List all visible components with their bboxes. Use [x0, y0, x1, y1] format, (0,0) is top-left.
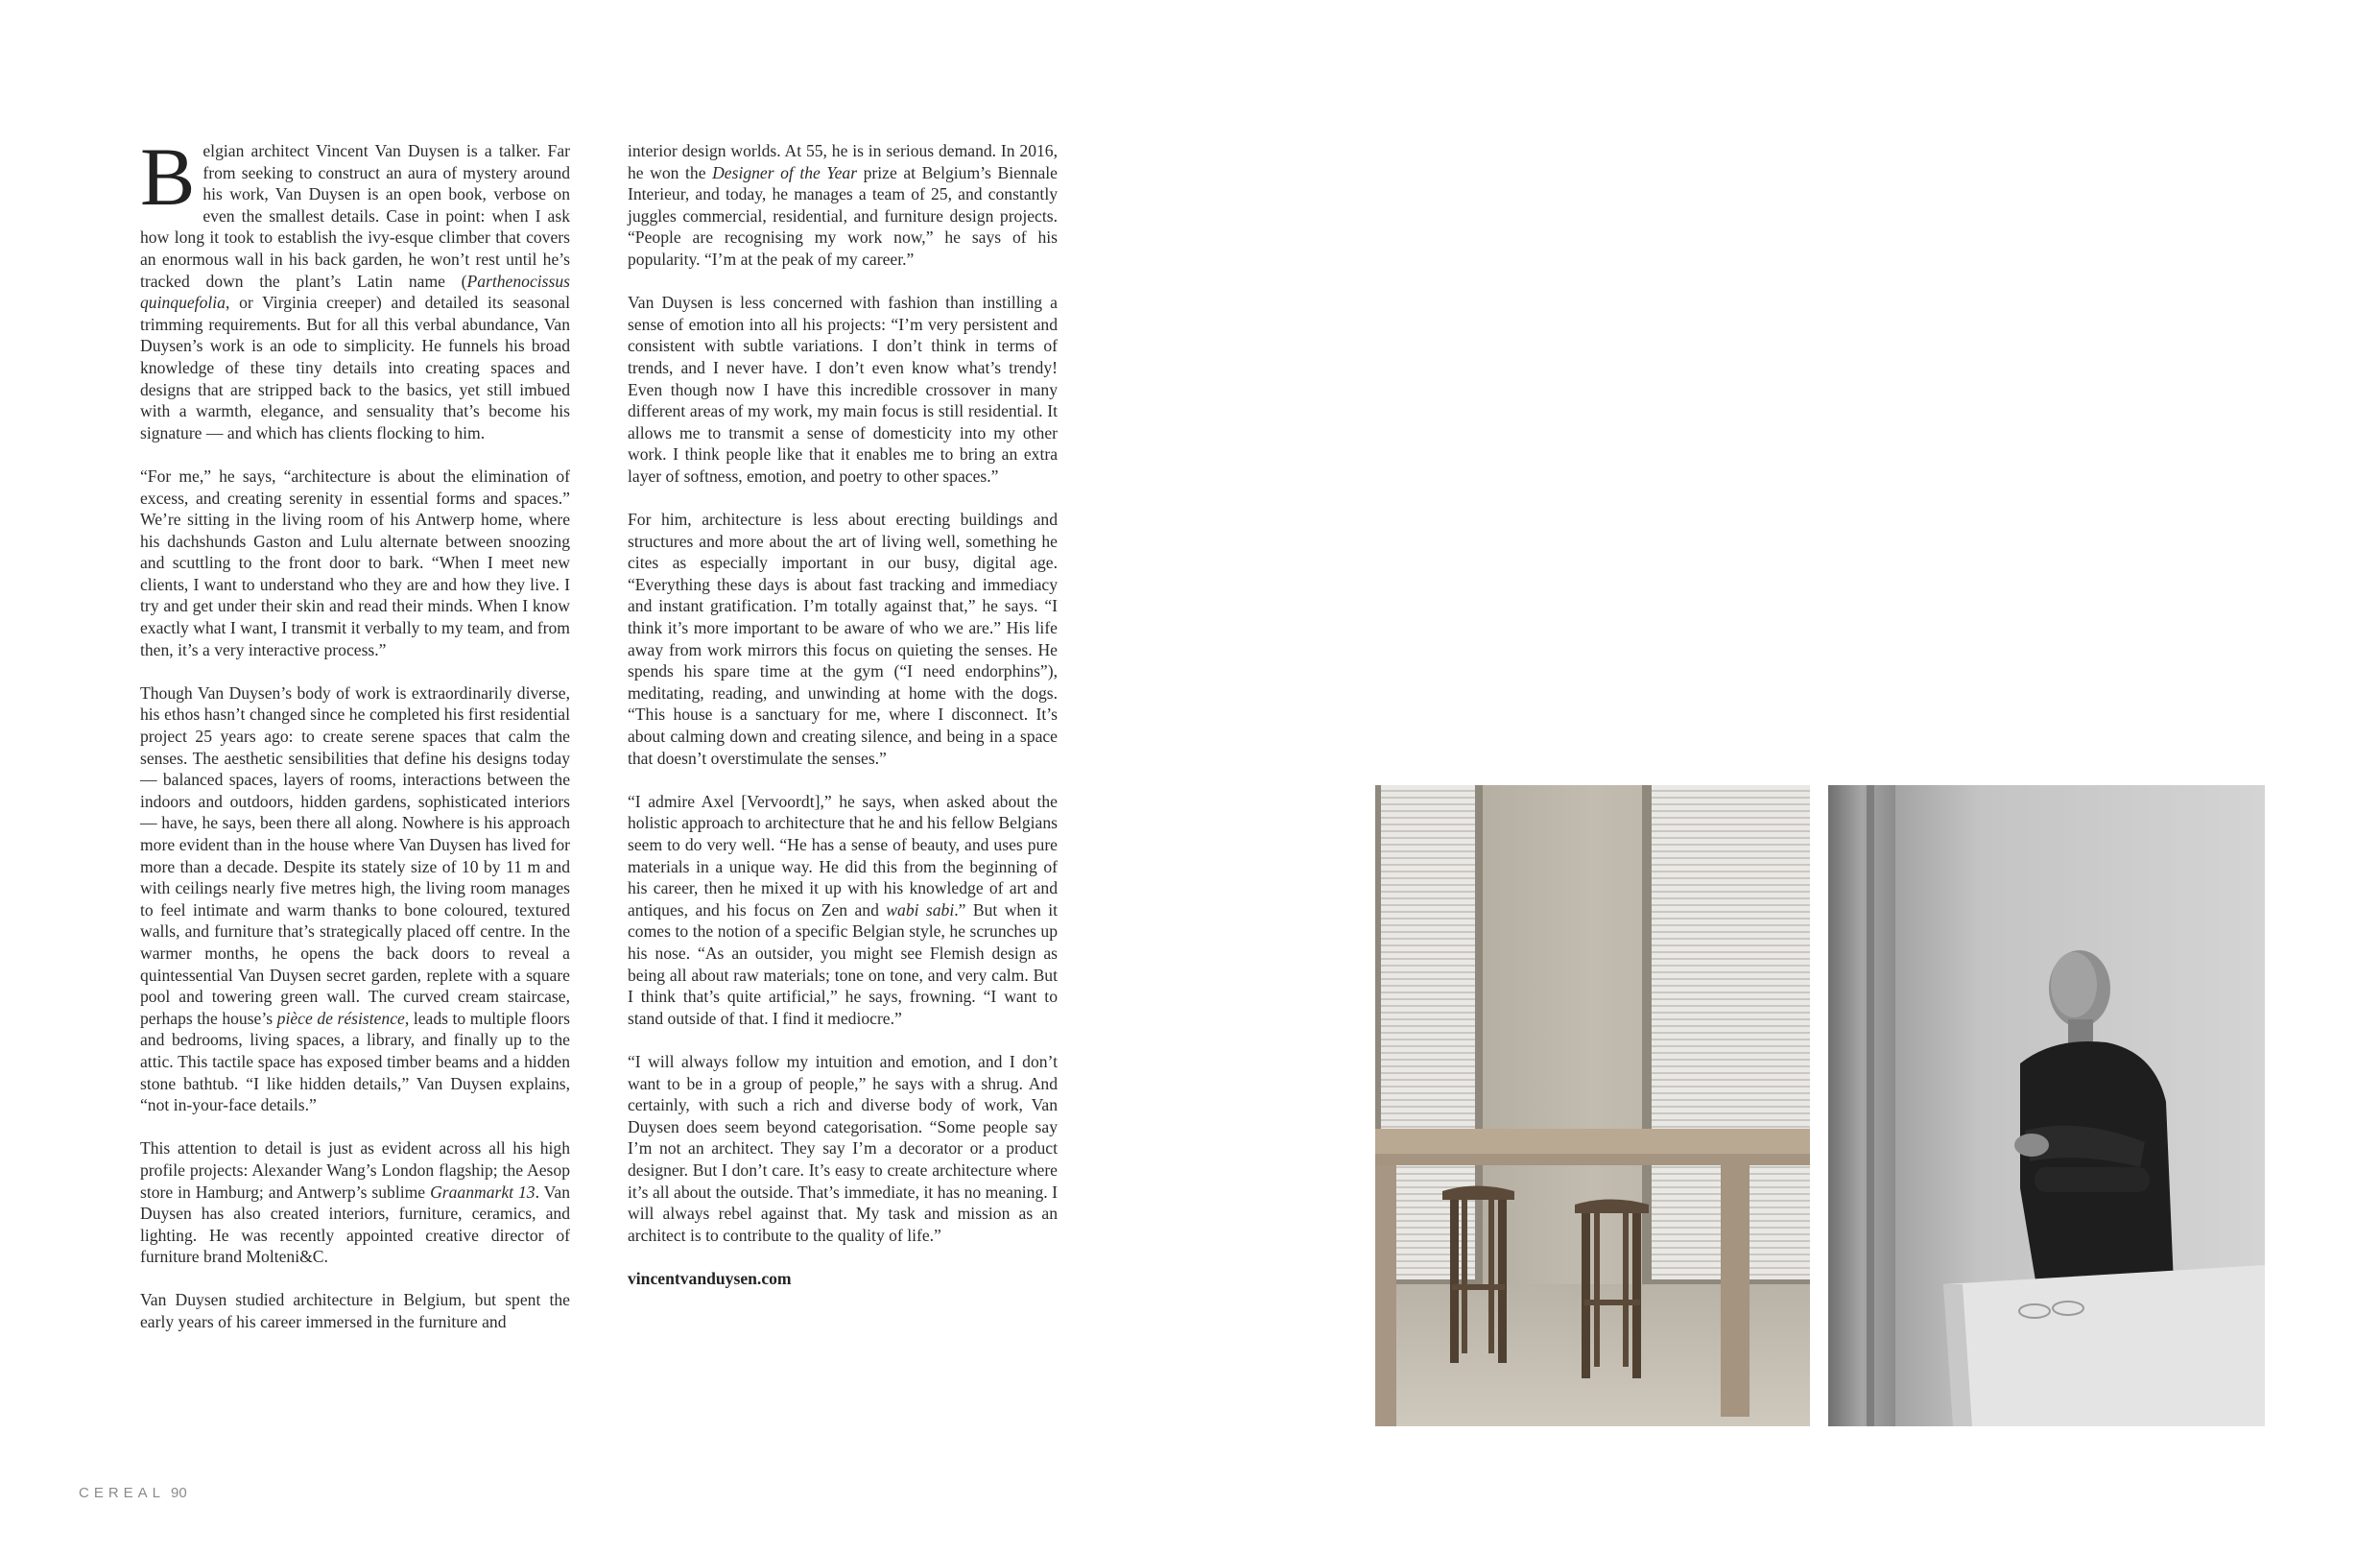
paragraph: “I admire Axel [Vervoordt],” he says, when asked about the holistic approach to architecture that he and his fellow Belgians seem to do very well. “He has a sense of beauty, and uses pure materials in a unique way. He did this from the beginning of his career, then he mixed it up with his knowledge of art and antiques, and his focus on Zen and wabi sabi.” But when it comes to the notion of a specific Belgian style, he scrunches up his nose. “As an outsider, you might see Flemish design as being all about raw materials; tone on tone, and very calm. But I think that’s quite artificial,” he says, frowning. “I want to stand outside of that. I find it mediocre.”	[628, 791, 1059, 1028]
paragraph: Van Duysen studied architecture in Belgium, but spent the early years of his career immersed in the furniture and	[140, 1290, 570, 1332]
portrait-photo	[1828, 785, 2265, 1426]
paragraph: Though Van Duysen’s body of work is extraordinarily diverse, his ethos hasn’t changed since he completed his first residential project 25 years ago: to create serene spaces that calm the senses. The aesthetic sensibilities that define his designs today — balanced spaces, layers of rooms, interactions between the indoors and outdoors, hidden gardens, sophisticated interiors — have, he says, been there all along. Nowhere is his approach more evident than in the house where Van Duysen has lived for more than a decade. Despite its stately size of 10 by 11 m and with ceilings nearly five metres high, the living room manages to feel intimate and warm thanks to bone coloured, textured walls, and furniture that’s strategically placed off centre. In the warmer months, he opens the back doors to reveal a quintessential Van Duysen secret garden, replete with a square pool and towering green wall. The curved cream staircase, perhaps the house’s pièce de résistence, leads to multiple floors and bedrooms, living spaces, a library, and finally up to the attic. This tactile space has exposed timber beams and a hidden stone bathtub. “I like hidden details,” Van Duysen explains, “not in-your-face details.”	[140, 682, 571, 1115]
paragraph: “For me,” he says, “architecture is about the elimination of excess, and creating serenity in essential forms and spaces.” We’re sitting in the living room of his Antwerp home, where his dachshunds Gaston and Lulu alternate between snoozing and scuttling to the front door to bark. “When I meet new clients, I want to understand who they are and how they live. I try and get under their skin and read their minds. When I know exactly what I want, I transmit it verbally to my team, and from then, it’s a very interactive process.”	[140, 466, 570, 659]
paragraph: For him, architecture is less about erecting buildings and structures and more about the art of living well, something he cites as especially important in our busy, digital age. “Everything these days is about fast tracking and immediacy and instant gratification. I’m totally against that,” he says. “I think it’s more important to be aware of who we are.” His life away from work mirrors this focus on quieting the senses. He spends his spare time at the gym (“I need endorphins”), meditating, reading, and unwinding at home with the dogs. “This house is a sanctuary for me, where I disconnect. It’s about calming down and creating silence, and being in a space that doesn’t overstimulate the senses.”	[628, 510, 1058, 768]
article-column-left	[140, 131, 571, 1354]
interior-photo-illustration	[1375, 785, 1810, 1426]
page-number: 90	[171, 1485, 187, 1501]
paragraph: This attention to detail is just as evident across all his high profile projects: Alexander Wang’s London flagship; the Aesop store in Hamburg; and Antwerp’s sublime Graanmarkt 13. Van Duysen has also created interiors, furniture, ceramics, and lighting. He was recently appointed creative director of furniture brand Molteni&C.	[140, 1138, 571, 1267]
page-folio	[79, 1485, 187, 1501]
paragraph: “I will always follow my intuition and emotion, and I don’t want to be in a group of people,” he says with a shrug. And certainly, with such a rich and diverse body of work, Van Duysen does seem beyond categorisation. “Some people say I’m not an architect. They say I’m a decorator or a product designer. But I don’t care. It’s easy to create architecture where it’s all about the outside. That’s immediate, it has no meaning. I will always rebel against that. My task and mission as an architect is to contribute to the quality of life.”	[628, 1051, 1058, 1245]
portrait-photo-illustration	[1828, 785, 2265, 1426]
paragraph: Belgian architect Vincent Van Duysen is a talker. Far from seeking to construct an aura of mystery around his work, Van Duysen is an open book, verbose on even the smallest details. Case in point: when I ask how long it took to establish the ivy-esque climber that covers an enormous wall in his back garden, he won’t rest until he’s tracked down the plant’s Latin name (Parthenocissus quinquefolia, or Virginia creeper) and detailed its seasonal trimming requirements. But for all this verbal abundance, Van Duysen’s work is an ode to simplicity. He funnels his broad knowledge of these tiny details into creating spaces and designs that are stripped back to the basics, yet still imbued with a warmth, elegance, and sensuality that’s become his signature — and which has clients flocking to him.	[140, 131, 570, 442]
article-column-right	[628, 140, 1058, 1311]
magazine-name: CEREAL	[79, 1485, 166, 1501]
website-link[interactable]: vincentvanduysen.com	[628, 1268, 792, 1288]
paragraph: interior design worlds. At 55, he is in serious demand. In 2016, he won the Designer of the Year prize at Belgium’s Biennale Interieur, and today, he manages a team of 25, and constantly juggles commercial, residential, and furniture design projects. “People are recognising my work now,” he says of his popularity. “I’m at the peak of my career.”	[628, 141, 1058, 269]
paragraph: Van Duysen is less concerned with fashion than instilling a sense of emotion into all his projects: “I’m very persistent and consistent with subtle variations. I don’t think in terms of trends, and I never have. I don’t even know what’s trendy! Even though now I have this incredible crossover in many different areas of my work, my main focus is still residential. It allows me to transmit a sense of domesticity into my other work. I think people like that it enables me to bring an extra layer of softness, emotion, and poetry to other spaces.”	[628, 293, 1058, 486]
drop-cap: B	[140, 131, 196, 223]
interior-photo	[1375, 785, 1810, 1426]
